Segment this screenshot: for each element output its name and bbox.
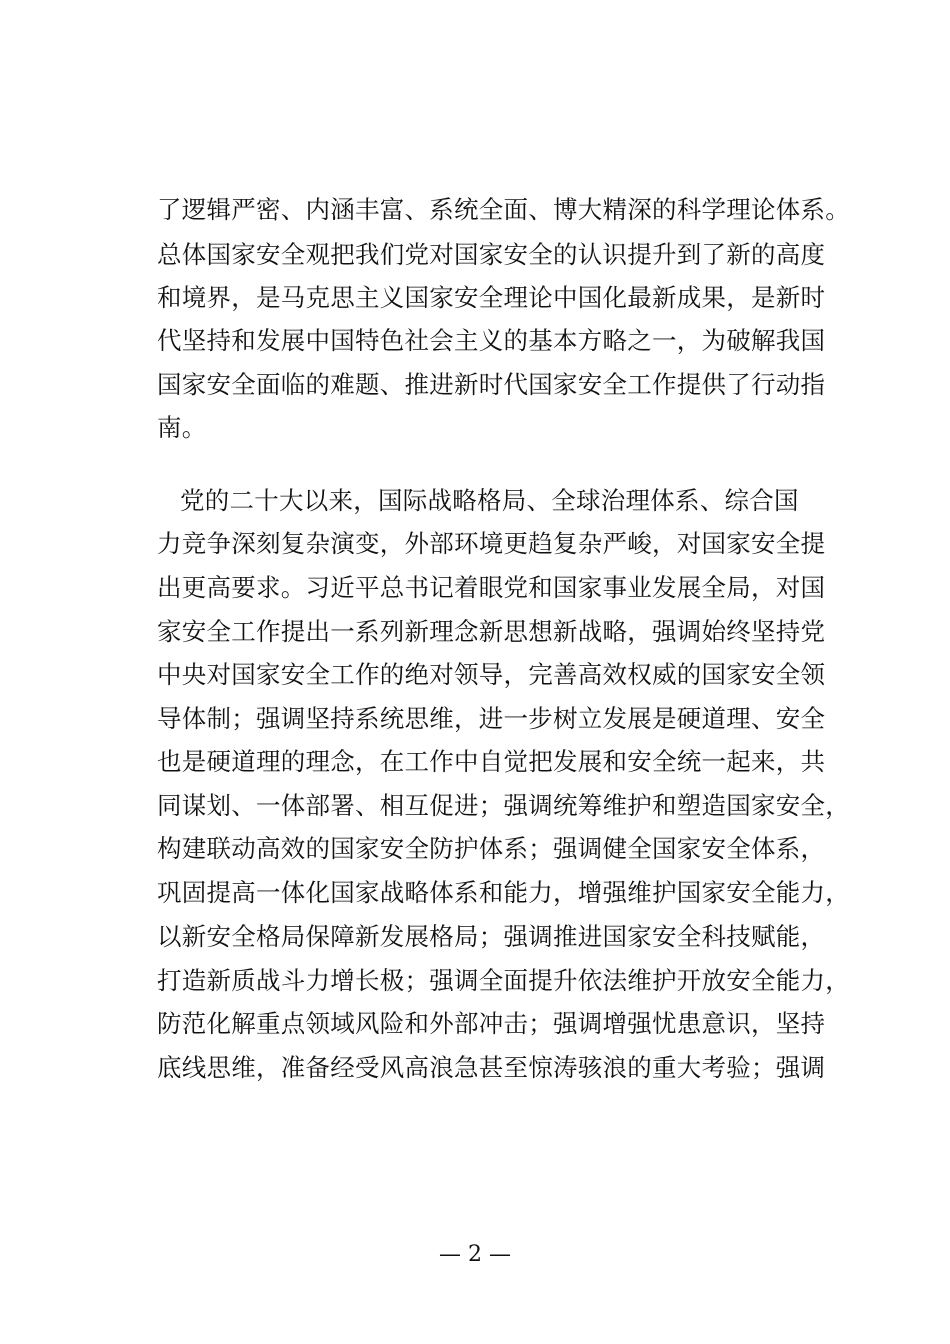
paragraph-2-line-14: 底线思维，准备经受风高浪急甚至惊涛骇浪的重大考验；强调 <box>157 1053 826 1082</box>
paragraph-2-line-9: 构建联动高效的国家安全防护体系；强调健全国家安全体系， <box>157 834 826 863</box>
paragraph-2-line-5: 中央对国家安全工作的绝对领导，完善高效权威的国家安全领 <box>157 660 826 689</box>
paragraph-2-line-11: 以新安全格局保障新发展格局；强调推进国家安全科技赋能， <box>157 922 826 951</box>
paragraph-1-line-1: 了逻辑严密、内涵丰富、系统全面、博大精深的科学理论体系。 <box>157 195 850 224</box>
paragraph-2-line-10: 巩固提高一体化国家战略体系和能力，增强维护国家安全能力， <box>157 878 850 907</box>
paragraph-2-line-1: 党的二十大以来，国际战略格局、全球治理体系、综合国 <box>180 486 799 515</box>
paragraph-2-line-12: 打造新质战斗力增长极；强调全面提升依法维护开放安全能力， <box>157 966 850 995</box>
paragraph-1-line-6: 南。 <box>157 413 207 442</box>
paragraph-2-line-7: 也是硬道理的理念，在工作中自觉把发展和安全统一起来，共 <box>157 747 826 776</box>
paragraph-1-line-4: 代坚持和发展中国特色社会主义的基本方略之一，为破解我国 <box>157 326 826 355</box>
page-number: — 2 — <box>439 1242 511 1267</box>
paragraph-1-line-3: 和境界，是马克思主义国家安全理论中国化最新成果，是新时 <box>157 283 826 312</box>
paragraph-1-line-5: 国家安全面临的难题、推进新时代国家安全工作提供了行动指 <box>157 370 826 399</box>
paragraph-2-line-6: 导体制；强调坚持系统思维，进一步树立发展是硬道理、安全 <box>157 704 826 733</box>
paragraph-2-line-13: 防范化解重点领域风险和外部冲击；强调增强忧患意识，坚持 <box>157 1009 826 1038</box>
paragraph-2-line-4: 家安全工作提出一系列新理念新思想新战略，强调始终坚持党 <box>157 617 826 646</box>
paragraph-1-line-2: 总体国家安全观把我们党对国家安全的认识提升到了新的高度 <box>157 240 826 269</box>
paragraph-2-line-2: 力竞争深刻复杂演变，外部环境更趋复杂严峻，对国家安全提 <box>157 529 826 558</box>
paragraph-2-line-8: 同谋划、一体部署、相互促进；强调统筹维护和塑造国家安全， <box>157 791 850 820</box>
paragraph-2-line-3: 出更高要求。习近平总书记着眼党和国家事业发展全局，对国 <box>157 573 826 602</box>
